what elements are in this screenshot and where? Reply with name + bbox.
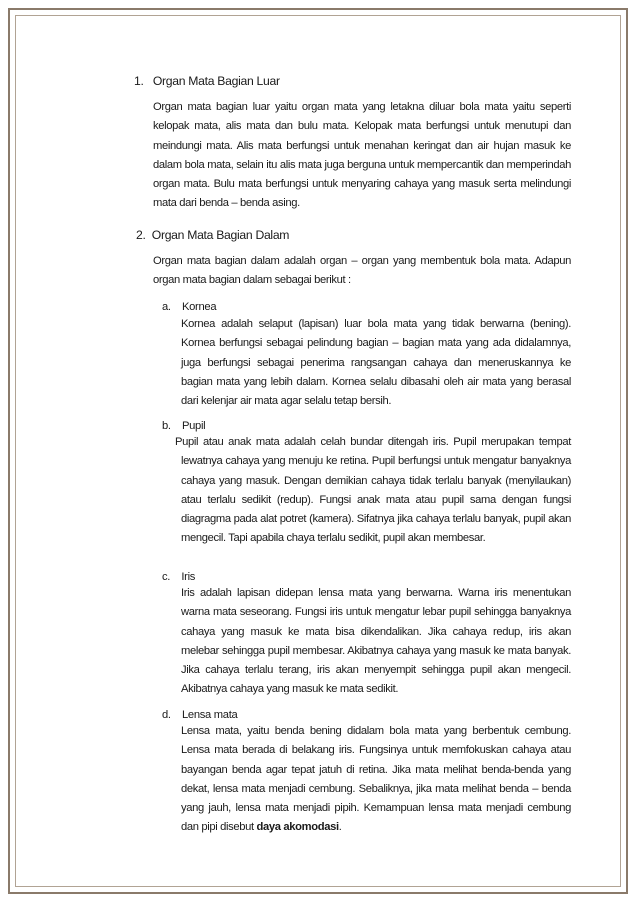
subsection-b-text: Pupil atau anak mata adalah celah bundar ditengah iris. Pupil merupakan tempat lewatnya cahaya yang menuju ke retina. Pupil berfungsi untuk mengatur banyaknya cahaya yang masuk. Dengan demikian cahaya tidak terlalu banyak (menyilaukan) atau terlalu sedikit (redup). Fungsi anak mata atau pupil sama dengan fungsi diagragma pada alat potret (kamera). Sifatnya jika cahaya terlalu banyak, pupil akan mengecil. Tapi apabila chaya terlalu sedikit, pupil akan membesar.: [175, 436, 571, 545]
section-2-text: Organ mata bagian dalam adalah organ – organ yang membentuk bola mata. Adapun organ mata bagian dalam sebagai berikut :: [153, 255, 571, 287]
subsection-c-text: Iris adalah lapisan didepan lensa mata yang berwarna. Warna iris menentukan warna mata seseorang. Fungsi iris untuk mengatur lebar pupil sehingga banyaknya cahaya yang masuk ke mata bisa dikendalikan. Jika cahaya redup, iris akan melebar sehingga pupil membesar. Akibatnya cahaya yang masuk ke mata banyak. Jika cahaya terlalu terang, iris akan menyempit sehingga pupil akan mengecil. Akibatnya cahaya yang masuk ke mata sedikit.: [181, 587, 571, 696]
section-2-heading: 2. Organ Mata Bagian Dalam: [136, 228, 290, 242]
subsection-d-heading: d. Lensa mata: [162, 709, 238, 721]
subsection-d-text: Lensa mata, yaitu benda bening didalam bola mata yang berbentuk cembung. Lensa mata berada di belakang iris. Fungsinya untuk memfokuskan cahaya atau bayangan benda agar tepat jatuh di retina. Jika mata melihat benda-benda yang dekat, lensa mata menjadi cembung. Sebaliknya, jika mata melihat benda – benda yang jauh, lensa mata menjadi pipih. Kemampuan lensa mata menjadi cembung dan pipi disebut daya akomodasi.: [181, 725, 571, 834]
subsection-b-heading: b. Pupil: [162, 420, 206, 432]
subsection-c-heading: c. Iris: [162, 571, 196, 583]
section-1-text: Organ mata bagian luar yaitu organ mata yang letakna diluar bola mata yaitu seperti kelopak mata, alis mata dan bulu mata. Kelopak mata berfungsi untuk menutupi dan meindungi mata. Alis mata berfungsi untuk menahan keringat dan air hujan masuk ke dalam bola mata, selain itu alis mata juga berguna untuk mempercantik dan memperindah organ mata. Bulu mata berfungsi untuk menyaring cahaya yang masuk serta melindungi mata dari benda – benda asing.: [153, 101, 571, 210]
subsection-a-text: Kornea adalah selaput (lapisan) luar bola mata yang tidak berwarna (bening). Kornea berfungsi sebagai pelindung bagian – bagian mata yang ada didalamnya, juga berfungsi sebagai penerima rangsangan cahaya dan meneruskannya ke bagian mata yang lebih dalam. Kornea selalu dibasahi oleh air mata yang berasal dari kelenjar air mata agar selalu tetap bersih.: [181, 318, 571, 408]
section-1-heading: 1. Organ Mata Bagian Luar: [134, 74, 280, 88]
term-daya-akomodasi: daya akomodasi: [256, 821, 339, 834]
subsection-a-heading: a. Kornea: [162, 301, 217, 313]
